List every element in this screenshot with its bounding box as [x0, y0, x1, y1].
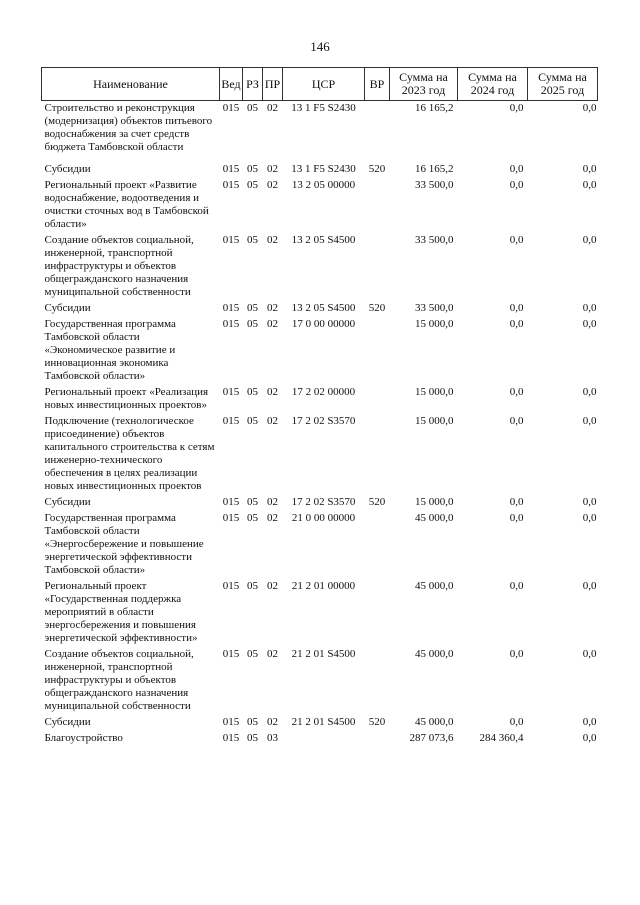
table-row — [42, 386, 598, 415]
row-rz: 05 — [247, 648, 258, 660]
row-rz: 05 — [247, 580, 258, 592]
row-sum-2025: 0,0 — [582, 512, 597, 524]
row-name: Субсидии — [44, 302, 91, 314]
row-sum-2025: 0,0 — [582, 716, 597, 728]
row-vr — [365, 318, 390, 386]
row-csr: 17 2 02 00000 — [291, 386, 356, 398]
row-pr: 02 — [267, 496, 278, 508]
row-sum-2025: 0,0 — [582, 102, 597, 114]
row-pr: 02 — [267, 234, 278, 246]
row-ved: 015 — [222, 102, 240, 114]
row-rz: 05 — [247, 386, 258, 398]
table-row — [42, 318, 598, 386]
row-rz: 05 — [247, 302, 258, 314]
row-sum-2024: 0,0 — [509, 496, 524, 508]
row-sum-2025: 0,0 — [582, 234, 597, 246]
row-name: Подключение (технологическое присоединение) объектов капитального строительства к сетям инженерно-технического обеспечения в целях реализации новых инвестиционных проектов — [44, 415, 215, 492]
row-sum-2023: 287 073,6 — [409, 732, 454, 744]
row-sum-2024: 0,0 — [509, 302, 524, 314]
row-sum-2024: 0,0 — [509, 386, 524, 398]
row-csr: 13 1 F5 S2430 — [291, 102, 356, 114]
row-name: Создание объектов социальной, инженерной, транспортной инфраструктуры и объектов общегражданского назначения муниципальной собственности — [44, 648, 194, 712]
row-sum-2024: 0,0 — [509, 102, 524, 114]
row-ved: 015 — [222, 386, 240, 398]
row-rz: 05 — [247, 415, 258, 427]
row-vr: 520 — [368, 163, 386, 175]
table-row — [42, 648, 598, 716]
row-vr — [365, 179, 390, 234]
row-vr — [365, 512, 390, 580]
row-ved: 015 — [222, 732, 240, 744]
table-header-row — [42, 68, 598, 101]
row-rz: 05 — [247, 179, 258, 191]
row-sum-2023: 33 500,0 — [415, 302, 454, 314]
row-csr: 17 0 00 00000 — [291, 318, 356, 330]
row-sum-2025: 0,0 — [582, 163, 597, 175]
row-vr: 520 — [368, 302, 386, 314]
row-csr: 13 1 F5 S2430 — [291, 163, 356, 175]
row-ved: 015 — [222, 648, 240, 660]
header-csr: ЦСР — [283, 68, 365, 101]
row-ved: 015 — [222, 716, 240, 728]
row-ved: 015 — [222, 163, 240, 175]
row-csr: 21 2 01 00000 — [291, 580, 356, 592]
header-rz: РЗ — [243, 68, 263, 101]
row-sum-2024: 284 360,4 — [479, 732, 524, 744]
row-name: Субсидии — [44, 496, 91, 508]
row-vr — [365, 386, 390, 415]
row-sum-2025: 0,0 — [582, 318, 597, 330]
row-vr: 520 — [368, 716, 386, 728]
row-sum-2023: 45 000,0 — [415, 512, 454, 524]
row-csr: 21 2 01 S4500 — [291, 648, 356, 660]
row-name: Создание объектов социальной, инженерной, транспортной инфраструктуры и объектов общегражданского назначения муниципальной собственности — [44, 234, 194, 298]
table-row — [42, 101, 598, 164]
row-sum-2025: 0,0 — [582, 302, 597, 314]
row-pr: 02 — [267, 415, 278, 427]
page-number: 146 — [310, 39, 330, 54]
row-pr: 02 — [267, 179, 278, 191]
header-vr: ВР — [365, 68, 390, 101]
header-name: Наименование — [42, 68, 220, 101]
row-sum-2023: 15 000,0 — [415, 386, 454, 398]
row-vr — [365, 580, 390, 648]
row-rz: 05 — [247, 732, 258, 744]
row-vr — [365, 732, 390, 745]
row-sum-2025: 0,0 — [582, 386, 597, 398]
row-vr — [365, 101, 390, 164]
row-rz: 05 — [247, 318, 258, 330]
row-ved: 015 — [222, 234, 240, 246]
row-csr: 13 2 05 00000 — [291, 179, 356, 191]
row-sum-2024: 0,0 — [509, 716, 524, 728]
row-sum-2024: 0,0 — [509, 234, 524, 246]
row-sum-2024: 0,0 — [509, 580, 524, 592]
row-pr: 02 — [267, 716, 278, 728]
row-csr: 17 2 02 S3570 — [291, 496, 356, 508]
row-pr: 02 — [267, 163, 278, 175]
row-csr — [283, 732, 365, 745]
row-vr — [365, 234, 390, 302]
row-csr: 17 2 02 S3570 — [291, 415, 356, 427]
row-rz: 05 — [247, 716, 258, 728]
row-sum-2025: 0,0 — [582, 415, 597, 427]
row-sum-2024: 0,0 — [509, 648, 524, 660]
row-name: Региональный проект «Реализация новых инвестиционных проектов» — [44, 386, 209, 411]
row-ved: 015 — [222, 318, 240, 330]
row-ved: 015 — [222, 302, 240, 314]
row-sum-2023: 45 000,0 — [415, 580, 454, 592]
row-sum-2023: 15 000,0 — [415, 318, 454, 330]
row-vr — [365, 648, 390, 716]
row-sum-2025: 0,0 — [582, 580, 597, 592]
row-sum-2024: 0,0 — [509, 318, 524, 330]
row-ved: 015 — [222, 415, 240, 427]
row-pr: 02 — [267, 386, 278, 398]
header-sum-2024: Сумма на 2024 год — [458, 68, 528, 101]
row-sum-2024: 0,0 — [509, 415, 524, 427]
table-row — [42, 732, 598, 745]
row-csr: 13 2 05 S4500 — [291, 302, 356, 314]
row-sum-2024: 0,0 — [509, 163, 524, 175]
row-rz: 05 — [247, 496, 258, 508]
table-row — [42, 512, 598, 580]
row-ved: 015 — [222, 512, 240, 524]
row-rz: 05 — [247, 102, 258, 114]
row-rz: 05 — [247, 234, 258, 246]
table-row — [42, 580, 598, 648]
row-pr: 02 — [267, 580, 278, 592]
table-row — [42, 302, 598, 318]
row-sum-2025: 0,0 — [582, 732, 597, 744]
row-vr — [365, 415, 390, 496]
table-row — [42, 163, 598, 179]
row-sum-2023: 16 165,2 — [415, 163, 454, 175]
row-name: Субсидии — [44, 716, 91, 728]
row-sum-2023: 33 500,0 — [415, 234, 454, 246]
budget-table — [41, 67, 598, 745]
row-sum-2025: 0,0 — [582, 179, 597, 191]
row-ved: 015 — [222, 179, 240, 191]
row-sum-2024: 0,0 — [509, 179, 524, 191]
row-name: Государственная программа Тамбовской области «Энергосбережение и повышение энергетической эффективности Тамбовской области» — [44, 512, 204, 576]
row-pr: 02 — [267, 318, 278, 330]
row-pr: 03 — [267, 732, 278, 744]
table-row — [42, 234, 598, 302]
row-sum-2023: 16 165,2 — [415, 102, 454, 114]
row-rz: 05 — [247, 163, 258, 175]
row-name: Региональный проект «Государственная поддержка мероприятий в области энергосбережения и повышения энергетической эффективности» — [44, 580, 198, 644]
table-row — [42, 716, 598, 732]
row-csr: 13 2 05 S4500 — [291, 234, 356, 246]
row-pr: 02 — [267, 648, 278, 660]
table-body — [42, 101, 598, 746]
header-pr: ПР — [263, 68, 283, 101]
row-name: Государственная программа Тамбовской области «Экономическое развитие и инновационная экономика Тамбовской области» — [44, 318, 176, 382]
table-row — [42, 415, 598, 496]
row-csr: 21 2 01 S4500 — [291, 716, 356, 728]
header-ved: Вед — [220, 68, 243, 101]
row-sum-2023: 45 000,0 — [415, 648, 454, 660]
row-name: Региональный проект «Развитие водоснабжение, водоотведения и очистки сточных вод в Тамбовской области» — [44, 179, 209, 230]
row-pr: 02 — [267, 102, 278, 114]
row-vr: 520 — [368, 496, 386, 508]
row-sum-2023: 33 500,0 — [415, 179, 454, 191]
row-name: Субсидии — [44, 163, 91, 175]
row-sum-2023: 15 000,0 — [415, 415, 454, 427]
row-sum-2025: 0,0 — [582, 648, 597, 660]
row-pr: 02 — [267, 302, 278, 314]
header-sum-2025: Сумма на 2025 год — [528, 68, 598, 101]
row-sum-2023: 15 000,0 — [415, 496, 454, 508]
row-sum-2025: 0,0 — [582, 496, 597, 508]
row-pr: 02 — [267, 512, 278, 524]
row-rz: 05 — [247, 512, 258, 524]
row-sum-2024: 0,0 — [509, 512, 524, 524]
table-row — [42, 179, 598, 234]
row-ved: 015 — [222, 496, 240, 508]
table-row — [42, 496, 598, 512]
row-ved: 015 — [222, 580, 240, 592]
header-sum-2023: Сумма на 2023 год — [390, 68, 458, 101]
row-name: Строительство и реконструкция (модернизация) объектов питьевого водоснабжения за счет средств бюджета Тамбовской области — [44, 102, 213, 153]
row-sum-2023: 45 000,0 — [415, 716, 454, 728]
row-csr: 21 0 00 00000 — [291, 512, 356, 524]
row-name: Благоустройство — [44, 732, 123, 744]
